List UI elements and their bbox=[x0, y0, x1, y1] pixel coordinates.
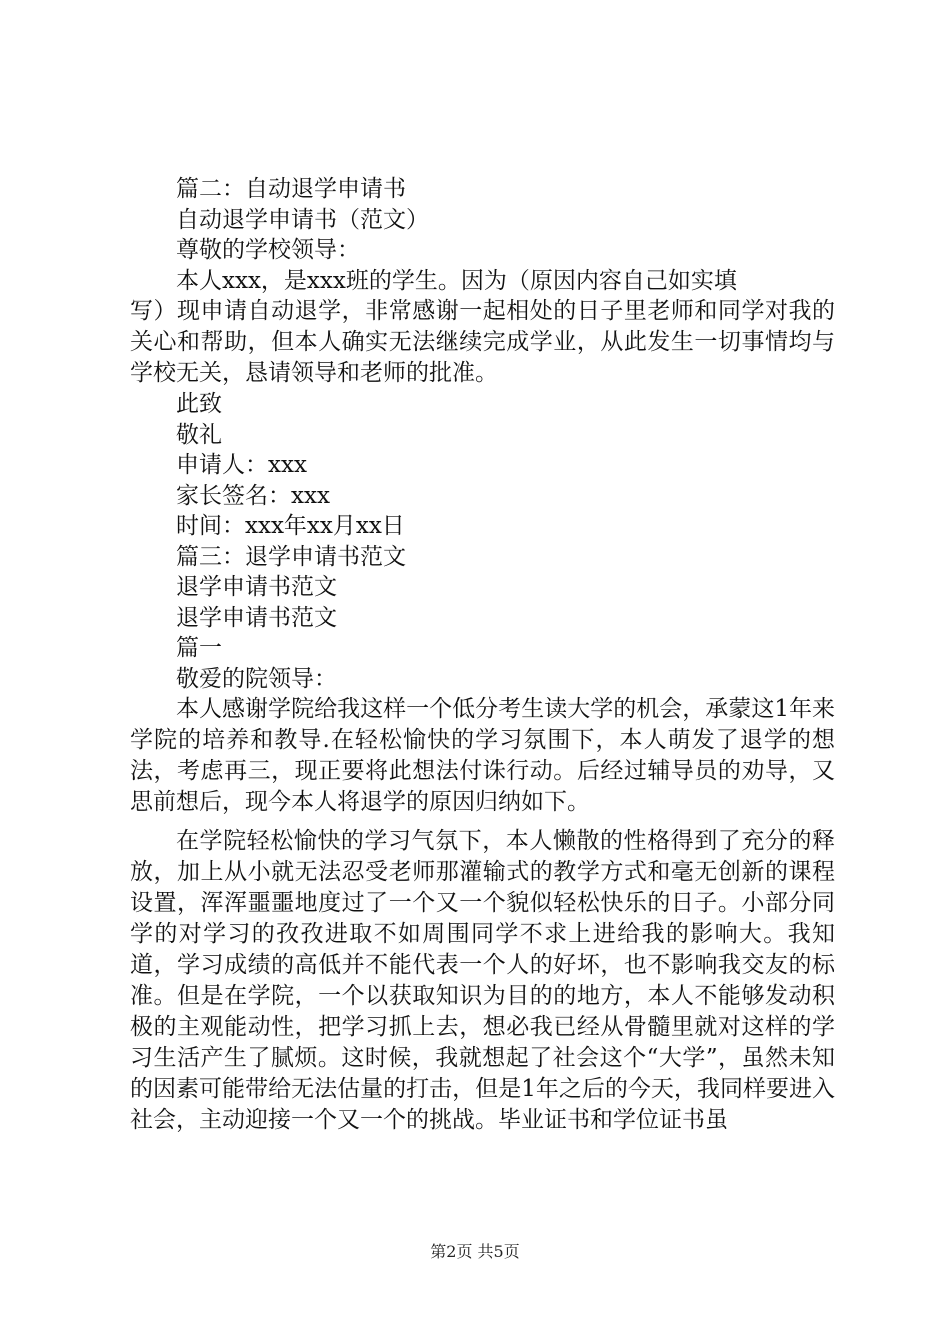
subsection-heading: 篇一 bbox=[176, 635, 222, 661]
section-heading: 篇二：自动退学申请书 bbox=[176, 176, 406, 202]
closing-line: 敬礼 bbox=[176, 421, 222, 448]
closing-line: 此致 bbox=[176, 391, 222, 417]
page-number-footer: 第2页 共5页 bbox=[430, 1242, 520, 1261]
letter-title: 自动退学申请书（范文） bbox=[176, 206, 429, 233]
body-paragraph: 在学院轻松愉快的学习气氛下，本人懒散的性格得到了充分的释放，加上从小就无法忍受老师那灌输式的教学方式和毫无创新的课程设置，浑浑噩噩地度过了一个又一个貌似轻松快乐的日子。小部分同学的对学习的孜孜进取不如周围同学不求上进给我的影响大。我知道，学习成绩的高低并不能代表一个人的好坏，也不影响我交友的标准。但是在学院，一个以获取知识为目的的地方，本人不能够发动积极的主观能动性，把学习抓上去，想必我已经从骨髓里就对这样的学习生活产生了腻烦。这时候，我就想起了社会这个“大学”，虽然未知的因素可能带给无法估量的打击，但是1年之后的今天，我同样要进入社会，主动迎接一个又一个的挑战。毕业证书和学位证书虽 bbox=[130, 828, 835, 1133]
letter-title: 退学申请书范文 bbox=[176, 574, 337, 600]
body-paragraph: 本人感谢学院给我这样一个低分考生读大学的机会，承蒙这1年来学院的培养和教导.在轻松愉快的学习氛围下，本人萌发了退学的想法，考虑再三，现正要将此想法付诛行动。后经过辅导员的劝导，又思前想后，现今本人将退学的原因归纳如下。 bbox=[130, 696, 835, 815]
date-line: 时间：xxx年xx月xx日 bbox=[176, 513, 405, 539]
salutation: 敬爱的院领导： bbox=[176, 665, 337, 692]
parent-signature-line: 家长签名：xxx bbox=[176, 482, 330, 509]
letter-title: 退学申请书范文 bbox=[176, 604, 337, 631]
section-heading: 篇三：退学申请书范文 bbox=[176, 543, 406, 570]
body-line: 本人xxx，是xxx班的学生。因为（原因内容自己如实填 bbox=[176, 267, 737, 294]
salutation: 尊敬的学校领导： bbox=[176, 237, 360, 263]
applicant-line: 申请人：xxx bbox=[176, 452, 307, 478]
document-body bbox=[130, 174, 835, 1136]
body-paragraph: 写）现申请自动退学，非常感谢一起相处的日子里老师和同学对我的关心和帮助，但本人确实无法继续完成学业，从此发生一切事情均与学校无关，恳请领导和老师的批准。 bbox=[130, 298, 835, 386]
